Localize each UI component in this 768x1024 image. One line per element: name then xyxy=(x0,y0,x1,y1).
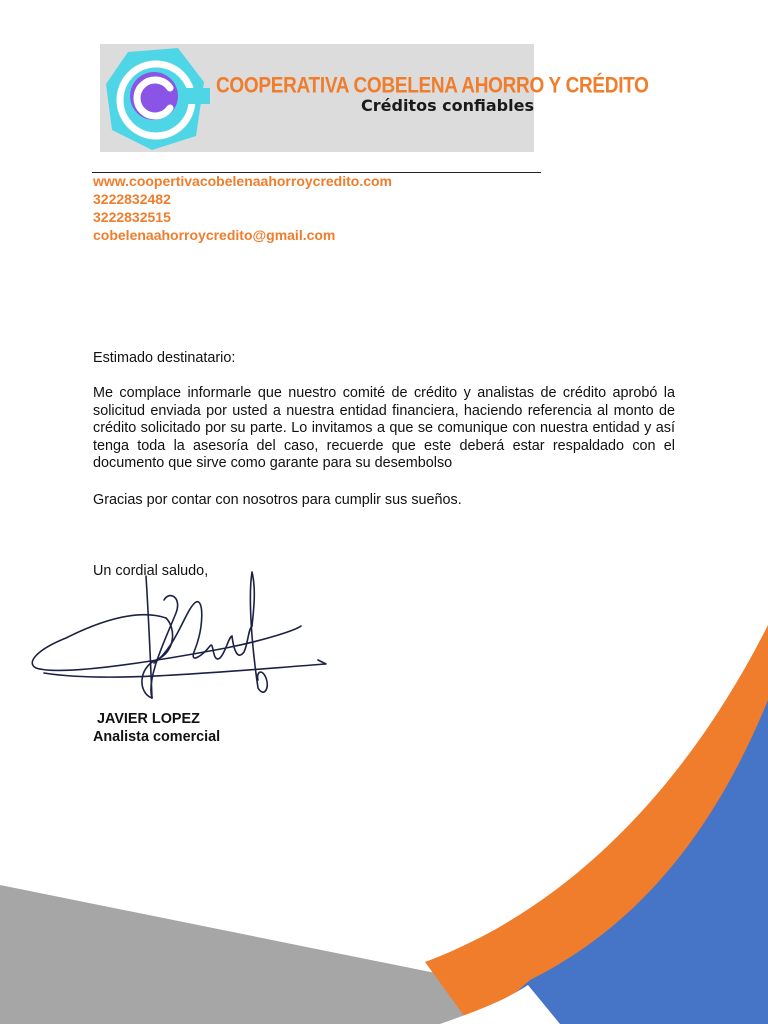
letter-closing: Un cordial saludo, xyxy=(93,563,209,579)
phone-number: 3222832482 xyxy=(93,191,171,207)
signer-title: Analista comercial xyxy=(93,729,221,745)
company-name: COOPERATIVA COBELENA AHORRO Y CRÉDITO xyxy=(216,74,649,99)
letter-body: Me complace informarle que nuestro comité de crédito y analistas de crédito aprobó la solicitud enviada por usted a nuestra entidad financiera, haciendo referencia al monto de crédito solicitado por su parte. Lo invitamos a que se comunique con nuestra entidad y así tenga toda la asesoría del caso, recuerde que este deberá estar respaldado con el documento que sirve como garante para su desembolso xyxy=(93,385,675,472)
company-tagline: Créditos confiables xyxy=(361,96,534,115)
letter-thanks: Gracias por contar con nosotros para cumplir sus sueños. xyxy=(93,492,462,508)
website-link[interactable]: www.coopertivacobelenaahorroycredito.com xyxy=(93,173,393,189)
blue-swoosh xyxy=(480,700,768,1024)
signer-name: JAVIER LOPEZ xyxy=(97,711,200,727)
email-link[interactable]: cobelenaahorroycredito@gmail.com xyxy=(93,227,336,243)
white-gap xyxy=(440,985,560,1024)
orange-swoosh xyxy=(425,625,768,1024)
c-letter-logo-icon xyxy=(100,44,210,152)
phone-number: 3222832515 xyxy=(93,209,171,225)
contact-block xyxy=(93,172,392,244)
logo-banner xyxy=(100,44,649,152)
gray-swoosh xyxy=(0,885,470,1024)
handwritten-signature xyxy=(26,568,336,708)
letter-greeting: Estimado destinatario: xyxy=(93,350,236,366)
